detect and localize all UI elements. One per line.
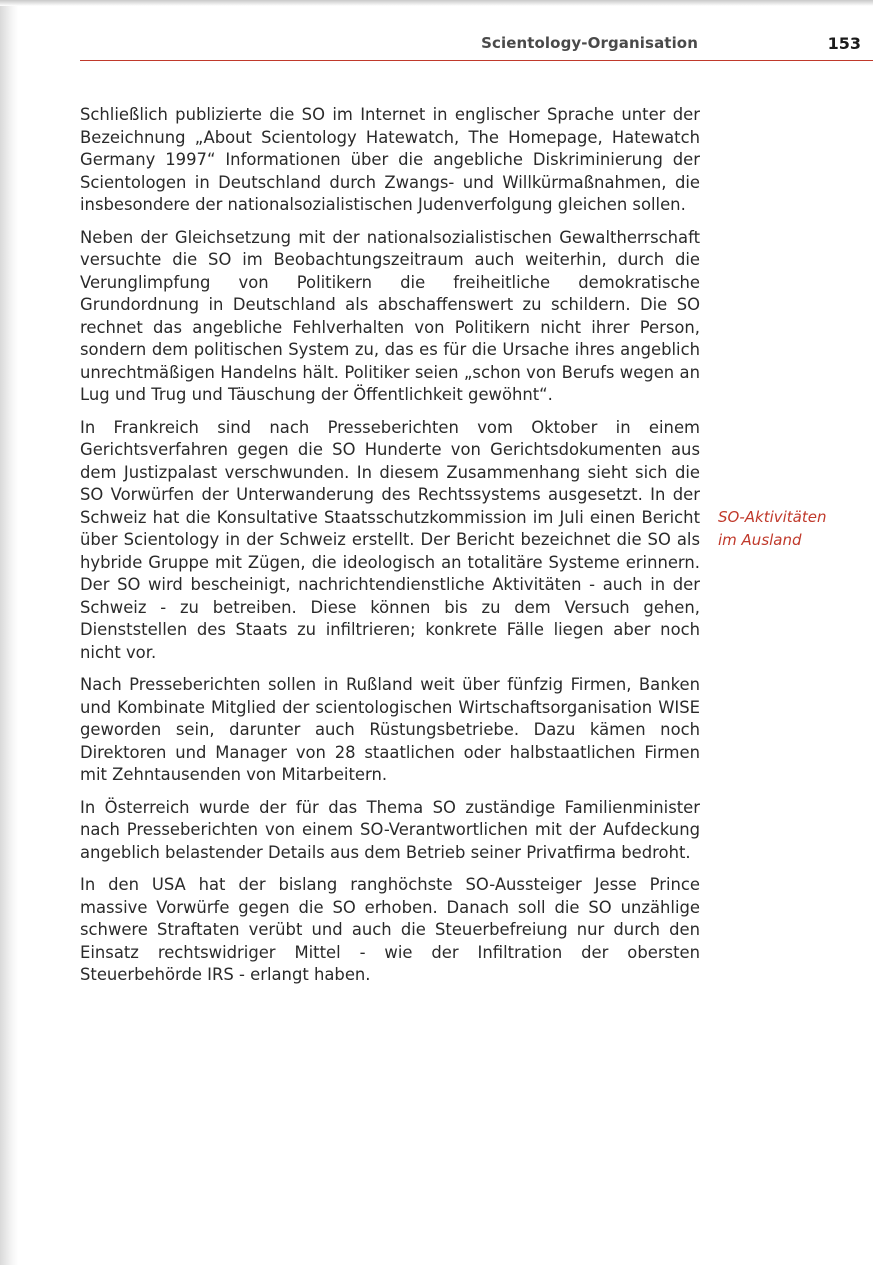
margin-note-line-2: im Ausland [718, 530, 802, 549]
paragraph-politicians: Neben der Gleichsetzung mit der nationalsozialistischen Gewaltherrschaft versuchte die SO im Beobachtungszeitraum auch weiterhin, durch die Verunglimpfung von Politikern die freiheitliche demokratische Grundordnung in Deutschland als abschaffenswert zu schildern. Die SO rechnet das angebliche Fehlverhalten von Politikern nicht ihrer Person, sondern dem politischen System zu, das es für die Ursache ihres angeblich unrechtmäßigen Handelns hält. Politiker seien „schon von Berufs wegen an Lug und Trug und Täuschung der Öffentlichkeit gewöhnt“. [80, 227, 700, 404]
paragraph-austria: In Österreich wurde der für das Thema SO zuständige Familienminister nach Presseberichten von einem SO-Verantwortlichen mit der Aufdeckung angeblich belastender Details aus dem Betrieb seiner Privatfirma bedroht. [80, 797, 700, 862]
margin-note-line-1: SO-Aktivitäten [718, 508, 827, 526]
paragraph-usa: In den USA hat der bislang ranghöchste SO-Aussteiger Jesse Prince massive Vorwürfe gegen die SO erhoben. Danach soll die SO unzählige schwere Straftaten verübt und auch die Steuerbefreiung nur durch den Einsatz rechtswidriger Mittel - wie der Infiltration der obersten Steuerbehörde IRS - erlangt haben. [80, 875, 700, 984]
page-number: 153 [827, 34, 861, 53]
paragraph-hatewatch: Schließlich publizierte die SO im Internet in englischer Sprache unter der Bezeichnung „About Scientology Hatewatch, The Homepage, Hatewatch Germany 1997“ Informationen über die angebliche Diskriminierung der Scientologen in Deutschland durch Zwangs- und Willkürmaßnahmen, die insbesondere der nationalsozialistischen Judenverfolgung gleichen sollen. [80, 105, 700, 214]
page-top-shadow [0, 0, 873, 6]
margin-note [718, 506, 868, 551]
running-header [80, 30, 873, 66]
header-rule [80, 60, 873, 61]
body-text [80, 104, 700, 997]
page-edge-shadow [0, 0, 18, 1265]
header-title: Scientology-Organisation [481, 34, 698, 52]
paragraph-russia: Nach Presseberichten sollen in Rußland weit über fünfzig Firmen, Banken und Kombinate Mitglied der scientologischen Wirtschaftsorganisation WISE geworden sein, darunter auch Rüstungsbetriebe. Dazu kämen noch Direktoren und Manager von 28 staatlichen oder halbstaatlichen Firmen mit Zehntausenden von Mitarbeitern. [80, 675, 700, 784]
paragraph-france-switzerland: In Frankreich sind nach Presseberichten vom Oktober in einem Gerichtsverfahren gegen die SO Hunderte von Gerichtsdokumenten aus dem Justizpalast verschwunden. In diesem Zusammenhang sieht sich die SO Vorwürfen der Unterwanderung des Rechtssystems ausgesetzt. In der Schweiz hat die Konsultative Staatsschutzkommission im Juli einen Bericht über Scientology in der Schweiz erstellt. Der Bericht bezeichnet die SO als hybride Gruppe mit Zügen, die ideologisch an totalitäre Systeme erinnern. Der SO wird bescheinigt, nachrichtendienstliche Aktivitäten - auch in der Schweiz - zu betreiben. Diese können bis zu dem Versuch gehen, Dienststellen des Staats zu infiltrieren; konkrete Fälle liegen aber noch nicht vor. [80, 417, 700, 662]
